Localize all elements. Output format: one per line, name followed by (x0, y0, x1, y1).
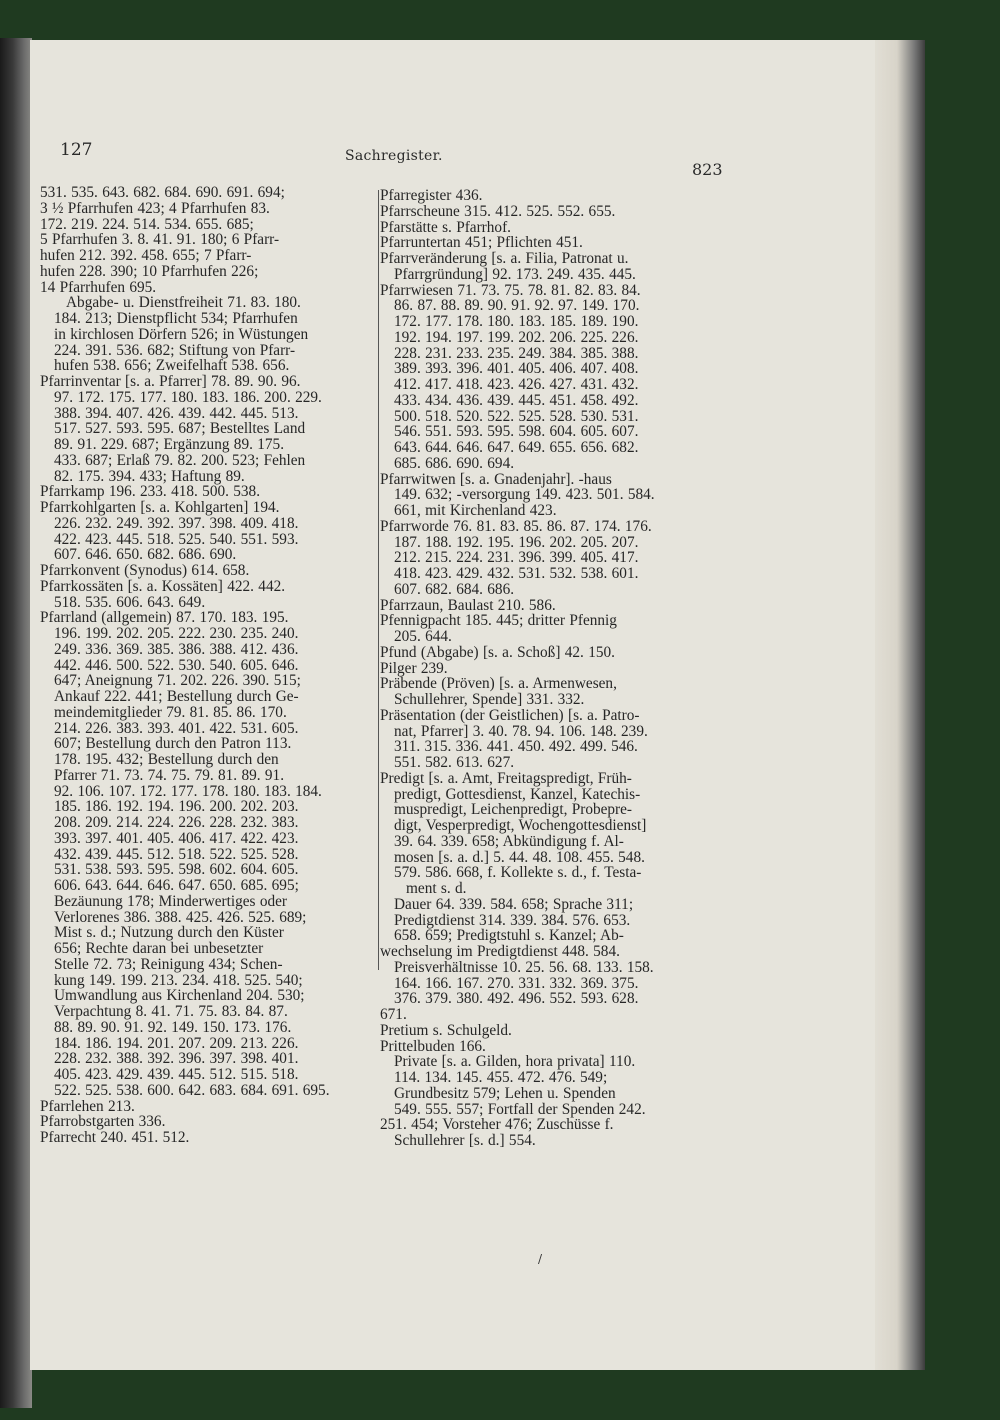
index-line: Ankauf 222. 441; Bestellung durch Ge- (54, 688, 299, 705)
index-line: nat, Pfarrer] 3. 40. 78. 94. 106. 148. 239. (394, 722, 648, 740)
column-divider (378, 190, 379, 970)
index-line: 88. 89. 90. 91. 92. 149. 150. 173. 176. (54, 1018, 292, 1036)
index-line: 389. 393. 396. 401. 405. 406. 407. 408. (394, 360, 639, 378)
index-line: 164. 166. 167. 270. 331. 332. 369. 375. (394, 974, 639, 992)
index-line: hufen 538. 656; Zweifelhaft 538. 656. (54, 357, 290, 375)
index-line: Verlorenes 386. 388. 425. 426. 525. 689; (54, 908, 307, 926)
index-line: Mist s. d.; Nutzung durch den Küster (54, 924, 284, 942)
index-line: wechselung im Predigtdienst 448. 584. (380, 943, 620, 960)
index-line: 517. 527. 593. 595. 687; Bestelltes Land (54, 420, 306, 438)
index-line: 212. 215. 224. 231. 396. 399. 405. 417. (394, 549, 639, 567)
index-line: 647; Aneignung 71. 202. 226. 390. 515; (54, 672, 301, 690)
index-line: Pfarstätte s. Pfarrhof. (380, 218, 511, 236)
index-line: Pfarrkossäten [s. a. Kossäten] 422. 442. (40, 577, 286, 595)
index-line: 251. 454; Vorsteher 476; Zuschüsse f. (380, 1116, 614, 1134)
index-line: 522. 525. 538. 600. 642. 683. 684. 691. 695. (54, 1081, 330, 1099)
index-line: 208. 209. 214. 224. 226. 228. 232. 383. (54, 814, 299, 831)
index-line: Pretium s. Schulgeld. (380, 1021, 512, 1039)
index-line: 3 ½ Pfarrhufen 423; 4 Pfarrhufen 83. (40, 199, 270, 217)
index-line: 433. 687; Erlaß 79. 82. 200. 523; Fehlen (54, 451, 306, 469)
index-line: 224. 391. 536. 682; Stiftung von Pfarr- (54, 341, 296, 359)
index-line: 92. 106. 107. 172. 177. 178. 180. 183. 184. (54, 782, 322, 800)
index-line: 149. 632; -versorgung 149. 423. 501. 584. (394, 486, 655, 504)
index-line: 311. 315. 336. 441. 450. 492. 499. 546. (394, 738, 638, 756)
index-line: Pfarrkonvent (Synodus) 614. 658. (40, 562, 250, 579)
index-line: 187. 188. 192. 195. 196. 202. 205. 207. (394, 533, 639, 551)
index-line: Schullehrer [s. d.] 554. (394, 1132, 536, 1149)
index-line: muspredigt, Leichenpredigt, Probepre- (394, 801, 633, 819)
index-line: Grundbesitz 579; Lehen u. Spenden (394, 1084, 616, 1102)
index-line: Präbende (Pröven) [s. a. Armenwesen, (380, 675, 617, 693)
index-line: 376. 379. 380. 492. 496. 552. 593. 628. (394, 990, 639, 1008)
index-line: 422. 423. 445. 518. 525. 540. 551. 593. (54, 530, 299, 548)
index-line: 226. 232. 249. 392. 397. 398. 409. 418. (54, 514, 299, 532)
index-line: Pfarrinventar [s. a. Pfarrer] 78. 89. 90. 96. (40, 373, 301, 390)
index-line: 606. 643. 644. 646. 647. 650. 685. 695; (54, 877, 299, 894)
index-line: Pfarrecht 240. 451. 512. (40, 1129, 190, 1146)
index-line: Pfund (Abgabe) [s. a. Schoß] 42. 150. (380, 643, 615, 661)
index-line: 172. 177. 178. 180. 183. 185. 189. 190. (394, 313, 639, 330)
index-line: 579. 586. 668, f. Kollekte s. d., f. Testa- (394, 864, 642, 882)
index-line: 39. 64. 339. 658; Abkündigung f. Al- (394, 832, 624, 850)
index-line: Pfarrer 71. 73. 74. 75. 79. 81. 89. 91. (54, 766, 285, 784)
index-line: 196. 199. 202. 205. 222. 230. 235. 240. (54, 625, 299, 642)
index-line: 432. 439. 445. 512. 518. 522. 525. 528. (54, 845, 299, 863)
index-line: 5 Pfarrhufen 3. 8. 41. 91. 180; 6 Pfarr- (40, 231, 280, 249)
index-line: 531. 538. 593. 595. 598. 602. 604. 605. (54, 861, 299, 879)
index-line: 549. 555. 557; Fortfall der Spenden 242. (394, 1100, 646, 1118)
index-line: Pfarregister 436. (380, 187, 483, 204)
index-line: 607. 682. 684. 686. (394, 580, 515, 598)
index-line: Abgabe- u. Dienstfreiheit 71. 83. 180. (66, 294, 301, 312)
index-line: Pfarrkohlgarten [s. a. Kohlgarten] 194. (40, 499, 280, 516)
index-line: hufen 212. 392. 458. 655; 7 Pfarr- (40, 247, 252, 264)
index-line: Pfarrobstgarten 336. (40, 1113, 166, 1131)
index-line: Pfarrwitwen [s. a. Gnadenjahr]. -haus (380, 470, 612, 488)
stray-mark: / (538, 1252, 543, 1266)
index-line: 114. 134. 145. 455. 472. 476. 549; (394, 1069, 608, 1086)
index-line: 205. 644. (394, 628, 452, 645)
index-line: 192. 194. 197. 199. 202. 206. 225. 226. (394, 328, 639, 346)
running-header: Sachregister. (345, 148, 443, 164)
page-number: 823 (692, 160, 723, 179)
index-line: Stelle 72. 73; Reinigung 434; Schen- (54, 955, 283, 973)
index-line: Pfarrlehen 213. (40, 1097, 135, 1115)
index-line: 172. 219. 224. 514. 534. 655. 685; (40, 215, 254, 233)
index-line: Pfarrzaun, Baulast 210. 586. (380, 596, 556, 614)
index-line: mosen [s. a. d.] 5. 44. 48. 108. 455. 548. (394, 848, 645, 866)
index-line: 393. 397. 401. 405. 406. 417. 422. 423. (54, 829, 299, 847)
index-line: hufen 228. 390; 10 Pfarrhufen 226; (40, 262, 259, 280)
index-line: Predigt [s. a. Amt, Freitagspredigt, Früh- (380, 769, 632, 787)
index-column-left (40, 185, 376, 1146)
index-line: in kirchlosen Dörfern 526; in Wüstungen (54, 325, 309, 343)
index-line: 643. 644. 646. 647. 649. 655. 656. 682. (394, 439, 639, 456)
index-line: Dauer 64. 339. 584. 658; Sprache 311; (394, 895, 634, 913)
index-line: 97. 172. 175. 177. 180. 183. 186. 200. 229. (54, 388, 322, 406)
index-line: Pfarrkamp 196. 233. 418. 500. 538. (40, 483, 261, 501)
index-line: 184. 213; Dienstpflicht 534; Pfarrhufen (54, 310, 298, 327)
index-line: 500. 518. 520. 522. 525. 528. 530. 531. (394, 407, 639, 425)
index-line: Präsentation (der Geistlichen) [s. a. Patro- (380, 706, 640, 724)
index-line: Pilger 239. (380, 659, 448, 677)
index-line: kung 149. 199. 213. 234. 418. 525. 540; (54, 971, 303, 989)
index-line: predigt, Gottesdienst, Kanzel, Katechis- (394, 785, 641, 803)
index-column-right (380, 188, 720, 1149)
index-line: 433. 434. 436. 439. 445. 451. 458. 492. (394, 391, 639, 409)
index-line: 388. 394. 407. 426. 439. 442. 445. 513. (54, 404, 299, 422)
index-line: Pfennigpacht 185. 445; dritter Pfennig (380, 612, 617, 630)
index-line: 518. 535. 606. 643. 649. (54, 593, 206, 611)
index-line: 685. 686. 690. 694. (394, 454, 515, 472)
book-spine-edge (0, 38, 32, 1408)
index-line: Predigtdienst 314. 339. 384. 576. 653. (394, 911, 631, 929)
index-line: Pfarrworde 76. 81. 83. 85. 86. 87. 174. 176. (380, 517, 652, 535)
folio-number: 127 (60, 140, 93, 160)
index-line: 82. 175. 394. 433; Haftung 89. (54, 467, 245, 485)
index-line: 656; Rechte daran bei unbesetzter (54, 940, 264, 957)
index-line: Pfarrgründung] 92. 173. 249. 435. 445. (394, 265, 636, 283)
index-line: 607. 646. 650. 682. 686. 690. (54, 546, 237, 564)
index-line: Verpachtung 8. 41. 71. 75. 83. 84. 87. (54, 1003, 288, 1020)
index-line: 14 Pfarrhufen 695. (40, 278, 157, 296)
index-line: digt, Vesperpredigt, Wochengottesdienst] (394, 817, 647, 834)
index-line: 546. 551. 593. 595. 598. 604. 605. 607. (394, 423, 639, 441)
index-line: 607; Bestellung durch den Patron 113. (54, 735, 292, 753)
index-line: 442. 446. 500. 522. 530. 540. 605. 646. (54, 656, 299, 674)
index-line: Pfarrwiesen 71. 73. 75. 78. 81. 82. 83. 84. (380, 281, 641, 299)
index-line: Schullehrer, Spende] 331. 332. (394, 691, 585, 708)
index-line: ment s. d. (406, 880, 467, 897)
index-line: Bezäunung 178; Minderwertiges oder (54, 892, 288, 910)
index-line: Private [s. a. Gilden, hora privata] 110. (394, 1053, 636, 1071)
index-line: 89. 91. 229. 687; Ergänzung 89. 175. (54, 436, 285, 453)
index-line: Prittelbuden 166. (380, 1037, 486, 1055)
index-line: 228. 232. 388. 392. 396. 397. 398. 401. (54, 1050, 299, 1068)
index-line: 214. 226. 383. 393. 401. 422. 531. 605. (54, 719, 299, 737)
index-line: Pfarruntertan 451; Pflichten 451. (380, 234, 583, 252)
index-line: Pfarrscheune 315. 412. 525. 552. 655. (380, 202, 616, 220)
index-line: 185. 186. 192. 194. 196. 200. 202. 203. (54, 798, 299, 816)
index-line: 531. 535. 643. 682. 684. 690. 691. 694; (40, 184, 285, 201)
index-line: 86. 87. 88. 89. 90. 91. 92. 97. 149. 170. (394, 297, 640, 315)
index-line: 178. 195. 432; Bestellung durch den (54, 751, 279, 768)
index-line: 228. 231. 233. 235. 249. 384. 385. 388. (394, 344, 639, 362)
index-line: 658. 659; Predigtstuhl s. Kanzel; Ab- (394, 927, 624, 945)
index-line: 671. (380, 1006, 407, 1023)
index-line: 249. 336. 369. 385. 386. 388. 412. 436. (54, 640, 299, 658)
index-line: meindemitglieder 79. 81. 85. 86. 170. (54, 703, 287, 721)
index-line: 184. 186. 194. 201. 207. 209. 213. 226. (54, 1034, 299, 1052)
index-line: Umwandlung aus Kirchenland 204. 530; (54, 987, 305, 1005)
index-line: 412. 417. 418. 423. 426. 427. 431. 432. (394, 376, 639, 393)
index-line: Pfarrveränderung [s. a. Filia, Patronat u. (380, 250, 629, 267)
index-line: Pfarrland (allgemein) 87. 170. 183. 195. (40, 609, 289, 627)
index-line: 418. 423. 429. 432. 531. 532. 538. 601. (394, 565, 639, 582)
index-line: 551. 582. 613. 627. (394, 754, 515, 771)
index-line: 405. 423. 429. 439. 445. 512. 515. 518. (54, 1066, 299, 1083)
index-line: 661, mit Kirchenland 423. (394, 502, 557, 519)
index-line: Preisverhältnisse 10. 25. 56. 68. 133. 158. (394, 958, 654, 976)
